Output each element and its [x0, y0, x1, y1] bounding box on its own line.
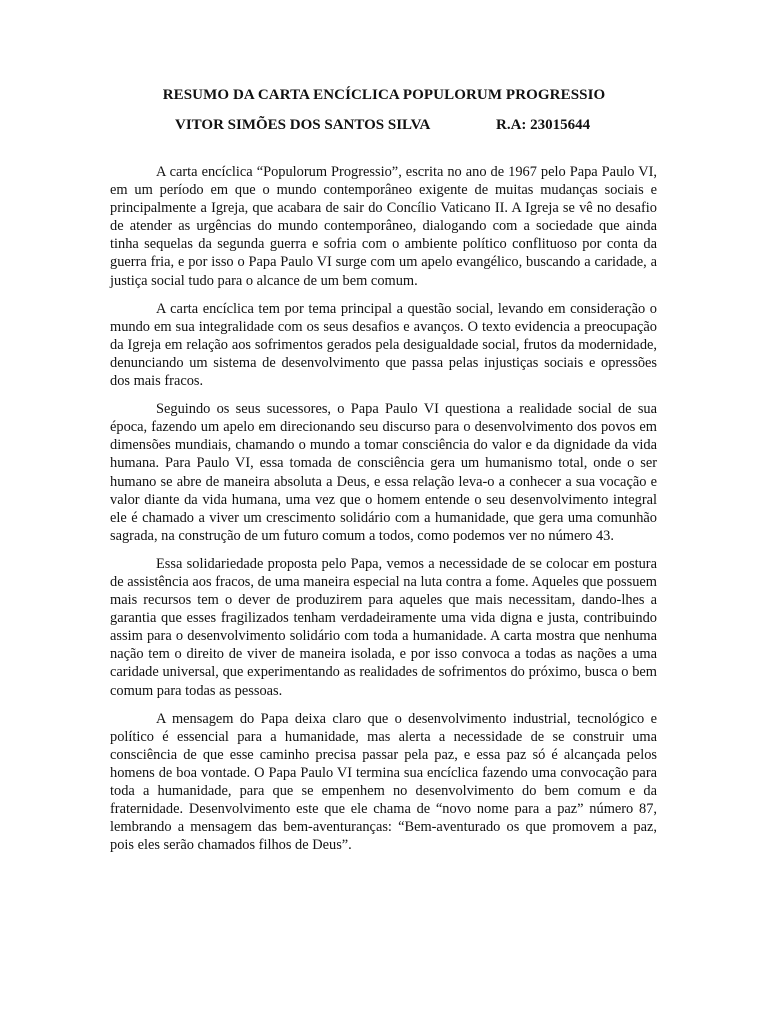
paragraph-4: Essa solidariedade proposta pelo Papa, vemos a necessidade de se colocar em postura de assistência aos fracos, de uma maneira especial na luta contra a fome. Aqueles que possuem mais recursos tem o dever de produzirem para aqueles que mais necessitam, dando-lhes a garantia que esses fragilizados tenham verdadeiramente uma vida digna e justa, contribuindo assim para o desenvolvimento solidário com toda a humanidade. A carta mostra que nenhuma nação tem o direito de viver de maneira isolada, e por isso convoca a todas as nações a uma caridade universal, que experimentando as realidades de sofrimentos do próximo, busca o bem comum para todas as pessoas. — [110, 555, 657, 699]
student-ra: R.A: 23015644 — [496, 117, 591, 133]
document-body — [110, 163, 657, 864]
paragraph-1: A carta encíclica “Populorum Progressio”, escrita no ano de 1967 pelo Papa Paulo VI, em um período em que o mundo contemporâneo exigente de muitas mudanças sociais e principalmente a Igreja, que acabara de sair do Concílio Vaticano II. A Igreja se vê no desafio de atender as urgências do mundo contemporâneo, dialogando com a sociedade que ainda tinha sequelas da segunda guerra e sofria com o ambiente político conflituoso por conta da guerra fria, e por isso o Papa Paulo VI surge com um apelo evangélico, buscando a caridade, a justiça social tudo para o alcance de um bem comum. — [110, 164, 657, 289]
author-name: VITOR SIMÕES DOS SANTOS SILVA — [175, 117, 431, 133]
paragraph-5: A mensagem do Papa deixa claro que o desenvolvimento industrial, tecnológico e político é essencial para a humanidade, mas alerta a necessidade de se construir uma consciência de que esse caminho precisa passar pela paz, e essa paz só é alcançada pelos homens de boa vontade. O Papa Paulo VI termina sua encíclica fazendo uma convocação para toda a humanidade, para que se empenhem no desenvolvimento do bem comum e da fraternidade. Desenvolvimento este que ele chama de “novo nome para a paz” número 87, lembrando a mensagem das bem-aventuranças: “Bem-aventurado os que promovem a paz, pois eles serão chamados filhos de Deus”. — [110, 710, 657, 854]
document-title: RESUMO DA CARTA ENCÍCLICA POPULORUM PROGRESSIO — [162, 87, 606, 103]
paragraph-3: Seguindo os seus sucessores, o Papa Paulo VI questiona a realidade social de sua época, fazendo um apelo em direcionando seu discurso para o desenvolvimento dos povos em dimensões mundiais, chamando o mundo a tomar consciência do valor e da dignidade da vida humana. Para Paulo VI, essa tomada de consciência gera um humanismo total, onde o ser humano se abre de maneira absoluta a Deus, e essa relação leva-o a conhecer a sua vocação e valor diante da vida humana, uma vez que o homem entende o seu desenvolvimento integral ele é chamado a viver um crescimento solidário com a humanidade, que gera uma comunhão sagrada, na construção de um futuro comum a todos, como podemos ver no número 43. — [110, 401, 657, 544]
paragraph-2: A carta encíclica tem por tema principal a questão social, levando em consideração o mundo em sua integralidade com os seus desafios e avanços. O texto evidencia a preocupação da Igreja em relação aos sofrimentos gerados pela desigualdade social, frutos da modernidade, denunciando um sistema de desenvolvimento que passa pelas injustiças sociais e opressões dos mais fracos. — [110, 300, 657, 390]
